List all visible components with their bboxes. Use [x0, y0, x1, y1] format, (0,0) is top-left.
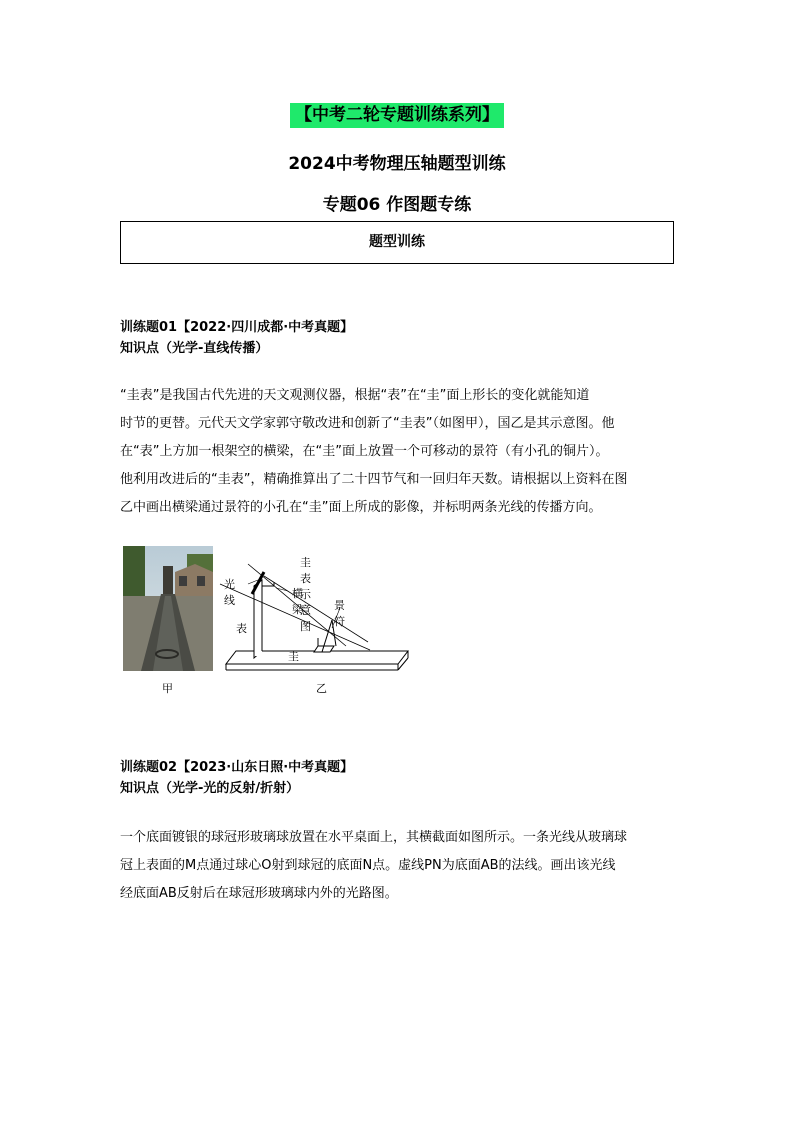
q2-topic: 知识点（光学-光的反射/折射）: [120, 781, 300, 796]
label-beam: 横梁: [292, 587, 303, 616]
guibiao-diagram: [218, 546, 418, 676]
q1-line: 在“表”上方加一根架空的横梁，在“圭”面上放置一个可移动的景符（有小孔的铜片）。: [120, 444, 609, 459]
caption-b: 乙: [316, 682, 327, 695]
series-label: 【中考二轮专题训练系列】: [290, 103, 504, 128]
document-subtitle: 专题06 作图题专练: [322, 195, 472, 215]
section-label: 题型训练: [369, 234, 425, 250]
label-biao: 表: [236, 622, 247, 635]
series-banner: [0, 103, 794, 128]
section-box: [120, 221, 674, 264]
q2-line: 经底面AB反射后在球冠形玻璃球内外的光路图。: [120, 886, 398, 901]
label-gui: 圭: [288, 650, 299, 663]
label-jingfu: 景符: [334, 599, 345, 628]
diagram-title: 圭表示意图: [300, 556, 311, 633]
q2-line: 冠上表面的M点通过球心O射到球冠的底面N点。虚线PN为底面AB的法线。画出该光线: [120, 858, 616, 873]
q1-line: 乙中画出横梁通过景符的小孔在“圭”面上所成的影像，并标明两条光线的传播方向。: [120, 500, 602, 515]
q1-line: “圭表”是我国古代先进的天文观测仪器，根据“表”在“圭”面上形长的变化就能知道: [120, 388, 590, 403]
q2-paragraph: [120, 824, 680, 908]
label-light: 光线: [224, 578, 235, 607]
q2-line: 一个底面镀银的球冠形玻璃球放置在水平桌面上，其横截面如图所示。一条光线从玻璃球: [120, 830, 628, 845]
q1-line: 他利用改进后的“圭表”，精确推算出了二十四节气和一回归年天数。请根据以上资料在图: [120, 472, 628, 487]
guibiao-photo: [123, 546, 213, 671]
q2-title: 训练题02【2023·山东日照·中考真题】: [120, 760, 354, 775]
document-title: 2024中考物理压轴题型训练: [288, 154, 506, 174]
q1-topic: 知识点（光学-直线传播）: [120, 341, 269, 356]
q1-paragraph: [120, 382, 680, 522]
q1-title: 训练题01【2022·四川成都·中考真题】: [120, 320, 354, 335]
caption-a: 甲: [162, 682, 173, 695]
q1-line: 时节的更替。元代天文学家郭守敬改进和创新了“圭表”（如图甲），国乙是其示意图。他: [120, 416, 615, 431]
